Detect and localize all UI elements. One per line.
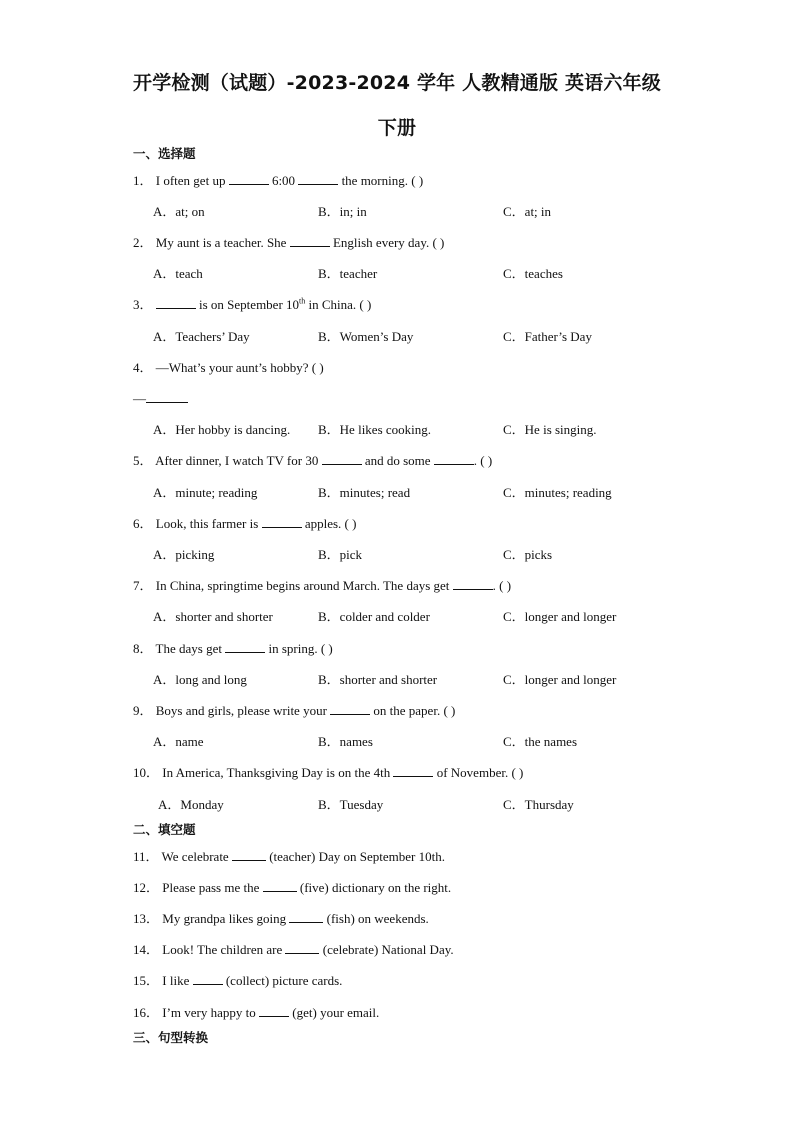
option-c: C．the names xyxy=(503,734,578,749)
question-number: 15． xyxy=(133,973,160,988)
option-b: B．teacher xyxy=(318,266,378,281)
option-c: C．longer and longer xyxy=(503,672,617,687)
option-b: B．colder and colder xyxy=(318,609,430,624)
option-a: A．teach xyxy=(153,266,203,281)
answer-blank xyxy=(290,235,330,247)
question-text: 6:00 xyxy=(271,173,296,188)
question-number: 9． xyxy=(133,703,153,718)
section-heading-fill: 二、填空题 xyxy=(133,822,196,837)
option-a: A．minute; reading xyxy=(153,485,258,500)
question-4 xyxy=(133,360,324,376)
answer-blank xyxy=(289,911,323,923)
question-number: 5． xyxy=(133,453,153,468)
answer-blank xyxy=(156,297,196,309)
question-16 xyxy=(133,1005,379,1021)
question-number: 7． xyxy=(133,578,153,593)
option-c: C．picks xyxy=(503,547,553,562)
question-13 xyxy=(133,911,429,927)
option-c: C．He is singing. xyxy=(503,422,597,437)
option-c: C．at; in xyxy=(503,204,552,219)
question-text: We celebrate xyxy=(161,849,229,864)
question-text: (celebrate) National Day. xyxy=(322,942,454,957)
question-text: (five) dictionary on the right. xyxy=(299,880,452,895)
question-text: and do some xyxy=(364,453,431,468)
question-number: 2． xyxy=(133,235,153,250)
answer-blank xyxy=(193,973,223,985)
question-text: In China, springtime begins around March. The days get xyxy=(155,578,450,593)
section-heading-transform: 三、句型转换 xyxy=(133,1030,209,1045)
answer-blank xyxy=(232,849,266,861)
question-text: The days get xyxy=(155,641,222,656)
question-text: Look, this farmer is xyxy=(155,516,259,531)
question-text: After dinner, I watch TV for 30 xyxy=(155,453,319,468)
question-6 xyxy=(133,516,356,532)
question-text: —What’s your aunt’s hobby? ( ) xyxy=(155,360,324,375)
question-text: of November. ( ) xyxy=(436,765,524,780)
question-text: the morning. ( ) xyxy=(341,173,424,188)
question-text: (fish) on weekends. xyxy=(326,911,429,926)
question-text: (teacher) Day on September 10th. xyxy=(269,849,445,864)
option-a: A．Monday xyxy=(158,797,224,812)
question-number: 1． xyxy=(133,173,153,188)
question-7 xyxy=(133,578,511,594)
question-text: I often get up xyxy=(155,173,226,188)
question-text: . ( ) xyxy=(492,578,512,593)
question-text: Boys and girls, please write your xyxy=(155,703,327,718)
question-5 xyxy=(133,453,492,469)
section-heading-choice: 一、选择题 xyxy=(133,146,196,161)
question-14 xyxy=(133,942,454,958)
answer-blank xyxy=(285,942,319,954)
question-11 xyxy=(133,849,445,865)
answer-blank xyxy=(393,765,433,777)
question-text: Look! The children are xyxy=(162,942,283,957)
question-number: 12． xyxy=(133,880,160,895)
question-text: in China. ( ) xyxy=(305,297,372,312)
option-a: A．picking xyxy=(153,547,215,562)
option-b: B．pick xyxy=(318,547,363,562)
question-text: (collect) picture cards. xyxy=(225,973,343,988)
answer-blank xyxy=(263,880,297,892)
option-c: C．Father’s Day xyxy=(503,329,592,344)
question-text: (get) your email. xyxy=(292,1005,380,1020)
option-b: B．in; in xyxy=(318,204,367,219)
option-a: A．at; on xyxy=(153,204,205,219)
question-1 xyxy=(133,173,423,189)
question-15 xyxy=(133,973,342,989)
answer-blank xyxy=(453,578,493,590)
question-text: My grandpa likes going xyxy=(162,911,287,926)
answer-blank xyxy=(434,453,474,465)
question-number: 6． xyxy=(133,516,153,531)
option-a: A．long and long xyxy=(153,672,247,687)
question-text: I like xyxy=(162,973,190,988)
question-text: apples. ( ) xyxy=(304,516,357,531)
option-c: C．Thursday xyxy=(503,797,574,812)
question-text: is on September 10 xyxy=(199,297,300,312)
question-text: . ( ) xyxy=(473,453,493,468)
option-b: B．minutes; read xyxy=(318,485,411,500)
question-number: 16． xyxy=(133,1005,160,1020)
option-a: A．Her hobby is dancing. xyxy=(153,422,291,437)
option-b: B．Women’s Day xyxy=(318,329,414,344)
question-10 xyxy=(133,765,523,781)
question-9 xyxy=(133,703,455,719)
answer-blank xyxy=(229,173,269,185)
option-a: A．name xyxy=(153,734,204,749)
answer-blank xyxy=(146,391,188,403)
question-text: English every day. ( ) xyxy=(332,235,445,250)
question-text: I’m very happy to xyxy=(162,1005,256,1020)
option-b: B．shorter and shorter xyxy=(318,672,438,687)
question-number: 8． xyxy=(133,641,153,656)
exam-title-line2: 下册 xyxy=(377,117,417,139)
question-text: Please pass me the xyxy=(162,880,260,895)
question-3 xyxy=(133,297,371,313)
answer-blank xyxy=(322,453,362,465)
superscript-th: th xyxy=(299,296,306,306)
question-text: My aunt is a teacher. She xyxy=(155,235,287,250)
answer-blank xyxy=(298,173,338,185)
option-b: B．He likes cooking. xyxy=(318,422,432,437)
question-8 xyxy=(133,641,333,657)
question-12 xyxy=(133,880,451,896)
option-b: B．Tuesday xyxy=(318,797,384,812)
option-c: C．teaches xyxy=(503,266,563,281)
option-c: C．minutes; reading xyxy=(503,485,612,500)
question-2 xyxy=(133,235,444,251)
question-text: in spring. ( ) xyxy=(268,641,333,656)
answer-blank xyxy=(262,516,302,528)
exam-title: 开学检测（试题）-2023-2024 学年 人教精通版 英语六年级 xyxy=(133,72,661,94)
dialog-answer-line xyxy=(133,391,188,407)
dash: — xyxy=(133,391,146,406)
option-b: B．names xyxy=(318,734,373,749)
question-number: 14． xyxy=(133,942,160,957)
question-number: 10． xyxy=(133,765,160,780)
question-number: 11． xyxy=(133,849,159,864)
answer-blank xyxy=(225,641,265,653)
option-c: C．longer and longer xyxy=(503,609,617,624)
answer-blank xyxy=(330,703,370,715)
option-a: A．shorter and shorter xyxy=(153,609,273,624)
question-number: 3． xyxy=(133,297,153,312)
question-number: 4． xyxy=(133,360,153,375)
option-a: A．Teachers’ Day xyxy=(153,329,250,344)
question-text: on the paper. ( ) xyxy=(373,703,456,718)
question-text: In America, Thanksgiving Day is on the 4th xyxy=(162,765,391,780)
answer-blank xyxy=(259,1005,289,1017)
question-number: 13． xyxy=(133,911,160,926)
